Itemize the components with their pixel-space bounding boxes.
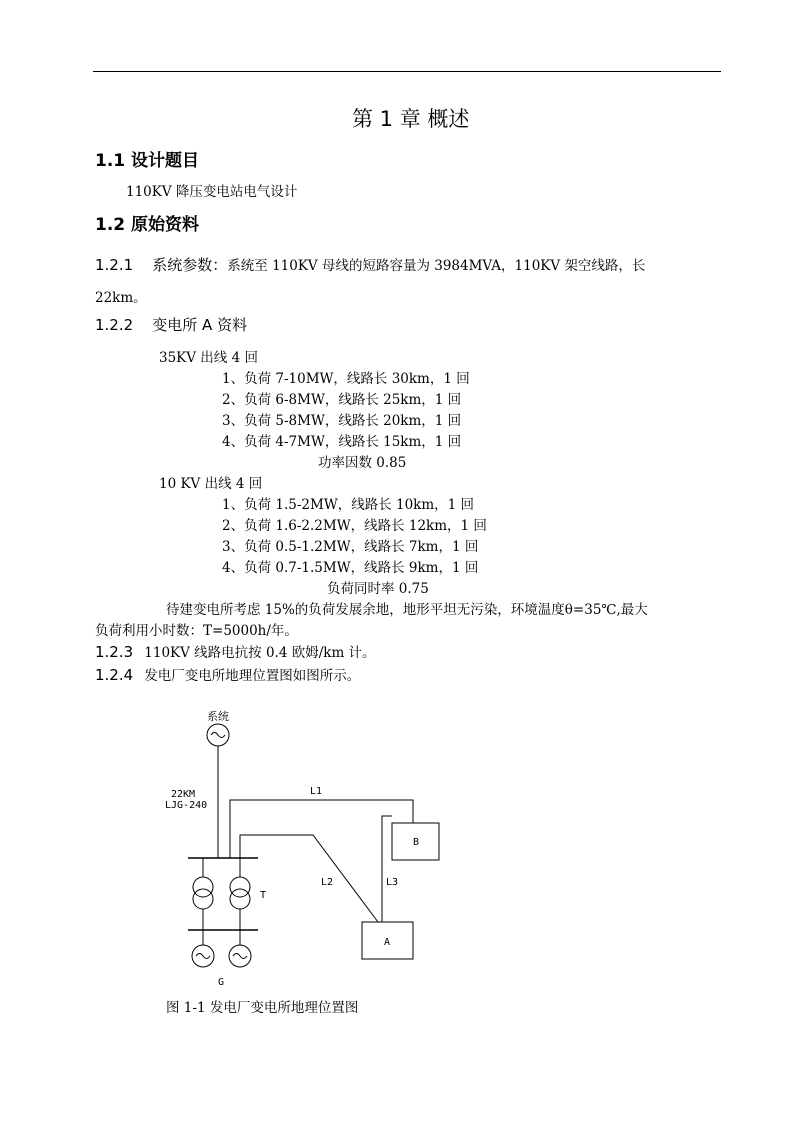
transformer-label: T <box>260 890 267 901</box>
reactance-text: 110KV 线路电抗按 0.4 欧姆/km 计。 <box>144 645 376 661</box>
l3-label: L3 <box>386 877 399 888</box>
design-topic-text: 110KV 降压变电站电气设计 <box>126 184 298 200</box>
kv10-load-item: 4、负荷 0.7-1.5MW，线路长 9km，1 回 <box>222 560 479 576</box>
substation-b-label: B <box>413 837 420 848</box>
kv10-load-item: 3、负荷 0.5-1.2MW，线路长 7km，1 回 <box>222 539 479 555</box>
kv10-load-item: 1、负荷 1.5-2MW，线路长 10km，1 回 <box>222 497 475 513</box>
ac-wave-icon <box>211 733 225 738</box>
transformer-icon <box>230 877 250 897</box>
system-label: 系统 <box>207 710 229 723</box>
system-params-text: 系统至 110KV 母线的短路容量为 3984MVA，110KV 架空线路，长 <box>227 258 646 274</box>
line-l3 <box>382 816 392 922</box>
design-conditions-text-cont: 负荷利用小时数：T=5000h/年。 <box>95 623 298 639</box>
kv35-power-factor: 功率因数 0.85 <box>318 455 407 471</box>
transformer-icon <box>193 877 213 897</box>
kv10-load-item: 2、负荷 1.6-2.2MW，线路长 12km，1 回 <box>222 518 487 534</box>
section-number: 1.2.4 <box>95 666 134 684</box>
section-number: 1.2.1 <box>95 256 134 274</box>
kv10-heading: 10 KV 出线 4 回 <box>159 476 263 492</box>
section-title: 原始资料 <box>131 215 200 235</box>
section-title: 变电所 A 资料 <box>152 316 248 334</box>
kv35-load-item: 4、负荷 4-7MW，线路长 15km，1 回 <box>222 434 462 450</box>
kv35-load-item: 1、负荷 7-10MW，线路长 30km，1 回 <box>222 371 470 387</box>
l2-label: L2 <box>321 877 334 888</box>
conductor-type-label: LJG-240 <box>165 800 208 811</box>
kv35-load-item: 2、负荷 6-8MW，线路长 25km，1 回 <box>222 392 462 408</box>
kv10-simultaneity: 负荷同时率 0.75 <box>327 581 429 597</box>
section-number: 1.2.2 <box>95 316 134 334</box>
line-l2 <box>240 835 378 922</box>
kv35-load-item: 3、负荷 5-8MW，线路长 20km，1 回 <box>222 413 462 429</box>
figure-caption: 图 1-1 发电厂变电所地理位置图 <box>166 1000 359 1016</box>
l1-label: L1 <box>310 786 323 797</box>
substation-a-label: A <box>384 937 391 948</box>
section-number: 1.2 <box>95 215 126 235</box>
design-conditions-text: 待建变电所考虑 15%的负荷发展余地，地形平坦无污染，环境温度θ=35℃,最大 <box>166 602 648 618</box>
kv35-heading: 35KV 出线 4 回 <box>159 350 258 366</box>
system-params-text-cont: 22km。 <box>95 290 147 306</box>
section-number: 1.1 <box>95 151 126 171</box>
section-number: 1.2.3 <box>95 643 134 661</box>
line-l1 <box>230 800 413 858</box>
section-title: 系统参数： <box>152 256 228 274</box>
section-title: 设计题目 <box>131 151 200 171</box>
generator-label: G <box>218 977 225 988</box>
figure-reference-text: 发电厂变电所地理位置图如图所示。 <box>144 668 361 684</box>
chapter-title: 第 1 章 概述 <box>352 107 470 131</box>
line-length-label: 22KM <box>171 789 196 800</box>
